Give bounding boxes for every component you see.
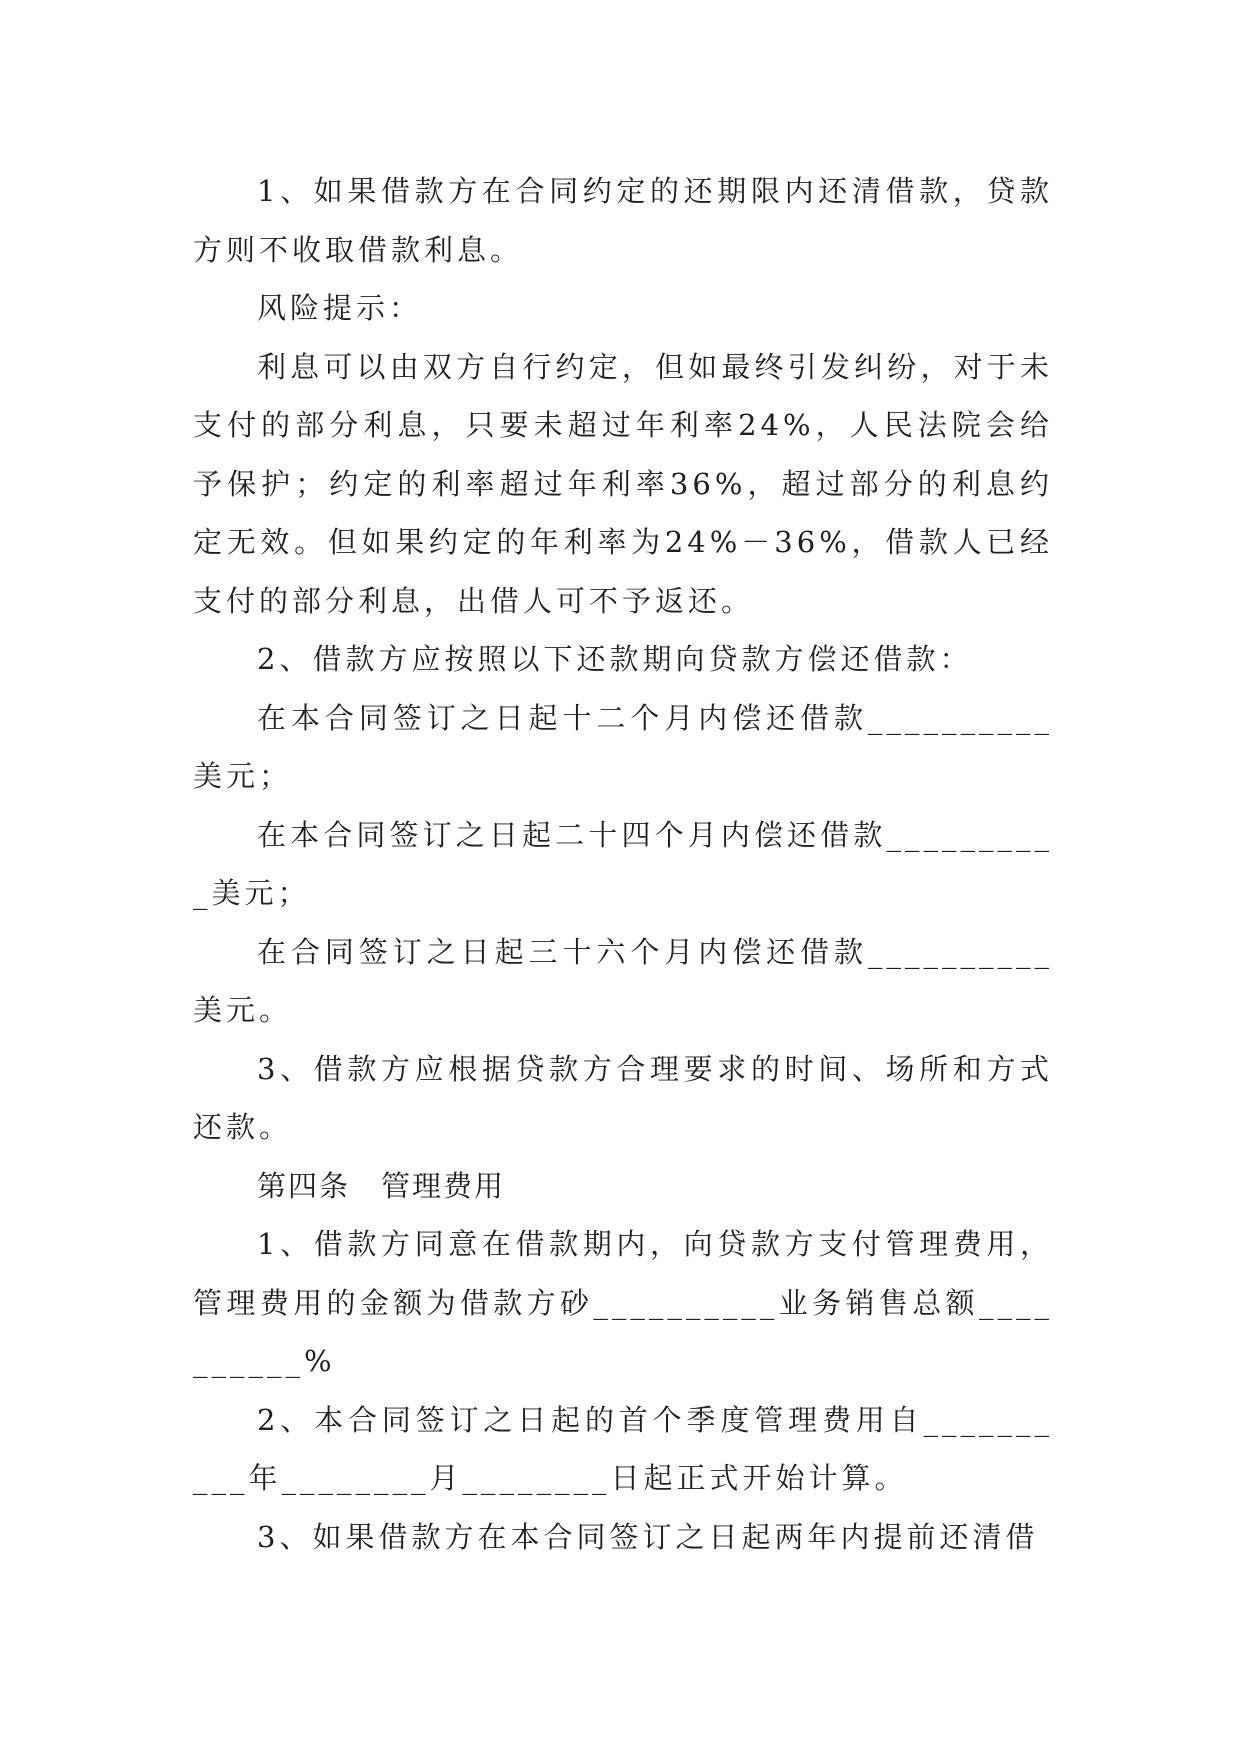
clause-3-2: 2、借款方应按照以下还款期向贷款方偿还借款：	[257, 642, 973, 676]
repayment-24-months: 在本合同签订之日起二十四个月内偿还借款__________美元；	[193, 817, 1053, 910]
document-body	[193, 162, 1053, 1566]
risk-notice-heading: 风险提示：	[257, 291, 423, 325]
clause-3-1: 1、如果借款方在合同约定的还期限内还清借款，贷款方则不收取借款利息。	[193, 174, 1053, 267]
clause-3-3: 3、借款方应根据贷款方合理要求的时间、场所和方式还款。	[193, 1051, 1053, 1144]
clause-4-1: 1、借款方同意在借款期内，向贷款方支付管理费用，管理费用的金额为借款方砂__________业务销售总额__________%	[193, 1227, 1053, 1378]
repayment-12-months: 在本合同签订之日起十二个月内偿还借款__________美元；	[193, 700, 1053, 793]
clause-4-3: 3、如果借款方在本合同签订之日起两年内提前还清借	[257, 1519, 1039, 1554]
repayment-36-months: 在合同签订之日起三十六个月内偿还借款__________美元。	[193, 934, 1053, 1027]
clause-4-2: 2、本合同签订之日起的首个季度管理费用自__________年________月________日起正式开始计算。	[193, 1402, 1053, 1495]
article-4-heading: 第四条 管理费用	[257, 1168, 506, 1203]
risk-notice-text: 利息可以由双方自行约定，但如最终引发纠纷，对于未支付的部分利息，只要未超过年利率24%，人民法院会给予保护；约定的利率超过年利率36%，超过部分的利息约定无效。但如果约定的年利率为24%－36%，借款人已经支付的部分利息，出借人可不予返还。	[193, 349, 1053, 618]
